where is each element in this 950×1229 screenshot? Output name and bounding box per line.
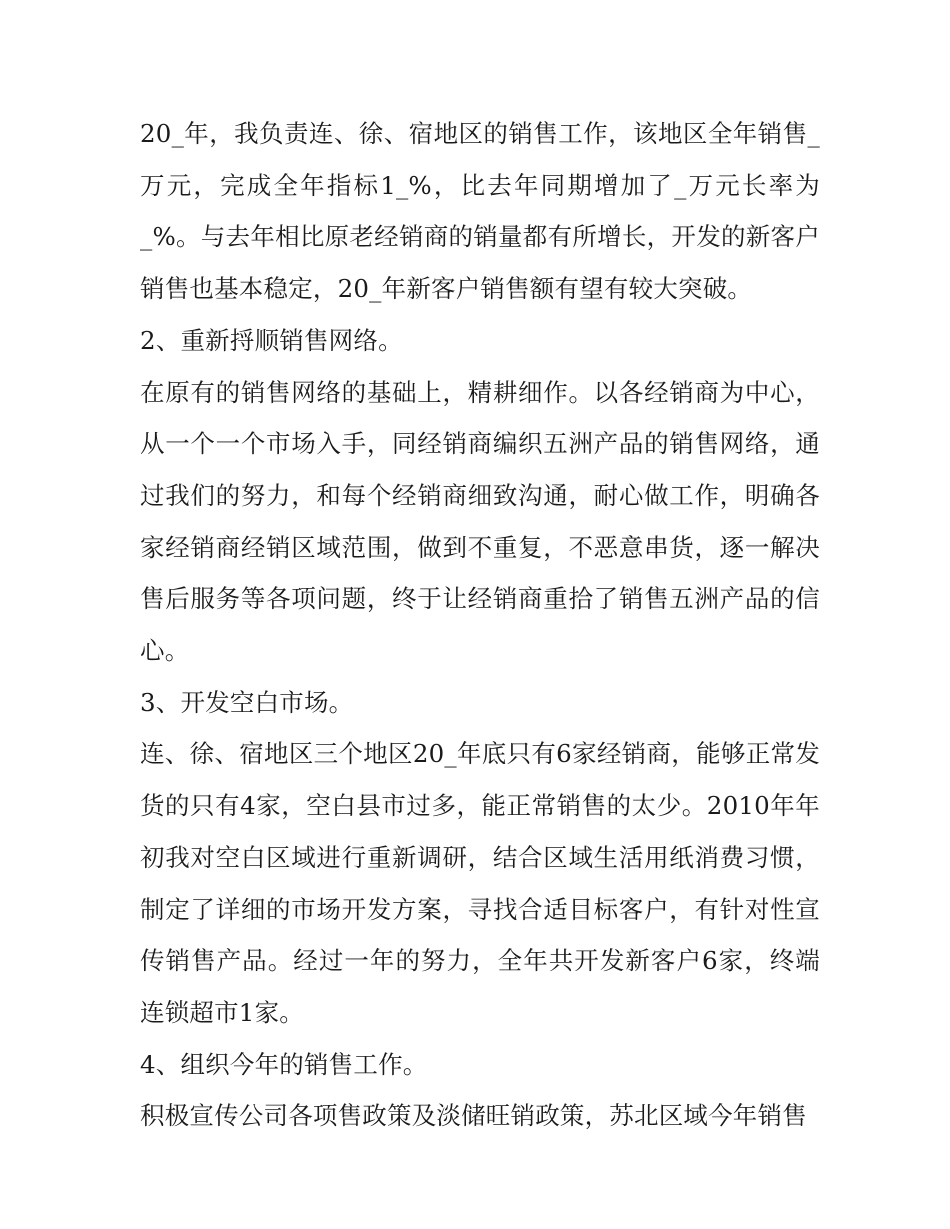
heading-new-markets: 3、开发空白市场。 bbox=[140, 687, 354, 717]
paragraph-organize-sales: 积极宣传公司各项售政策及淡储旺销政策，苏北区域今年销售 bbox=[140, 1101, 807, 1131]
paragraph-new-markets: 连、徐、宿地区三个地区20_年底只有6家经销商，能够正常发货的只有4家，空白县市过多，能正常销售的太少。2010年年初我对空白区域进行重新调研，结合区域生活用纸消费习惯，制定了详细的市场开发方案，寻找合适目标客户，有针对性宣传销售产品。经过一年的努力，全年共开发新客户6家，终端连锁超市1家。 bbox=[140, 739, 820, 1027]
paragraph-sales-network: 在原有的销售网络的基础上，精耕细作。以各经销商为中心，从一个一个市场入手，同经销商编织五洲产品的销售网络，通过我们的努力，和每个经销商细致沟通，耐心做工作，明确各家经销商经销区域范围，做到不重复，不恶意串货，逐一解决售后服务等各项问题，终于让经销商重拾了销售五洲产品的信心。 bbox=[140, 377, 820, 666]
document-body bbox=[140, 108, 820, 1142]
heading-organize-sales: 4、组织今年的销售工作。 bbox=[140, 1049, 428, 1079]
heading-sales-network: 2、重新捋顺销售网络。 bbox=[140, 325, 403, 355]
paragraph-sales-summary: 20_年，我负责连、徐、宿地区的销售工作，该地区全年销售_万元，完成全年指标1_%，比去年同期增加了_万元长率为_%。与去年相比原老经销商的销量都有所增长，开发的新客户销售也基本稳定，20_年新客户销售额有望有较大突破。 bbox=[140, 119, 820, 304]
